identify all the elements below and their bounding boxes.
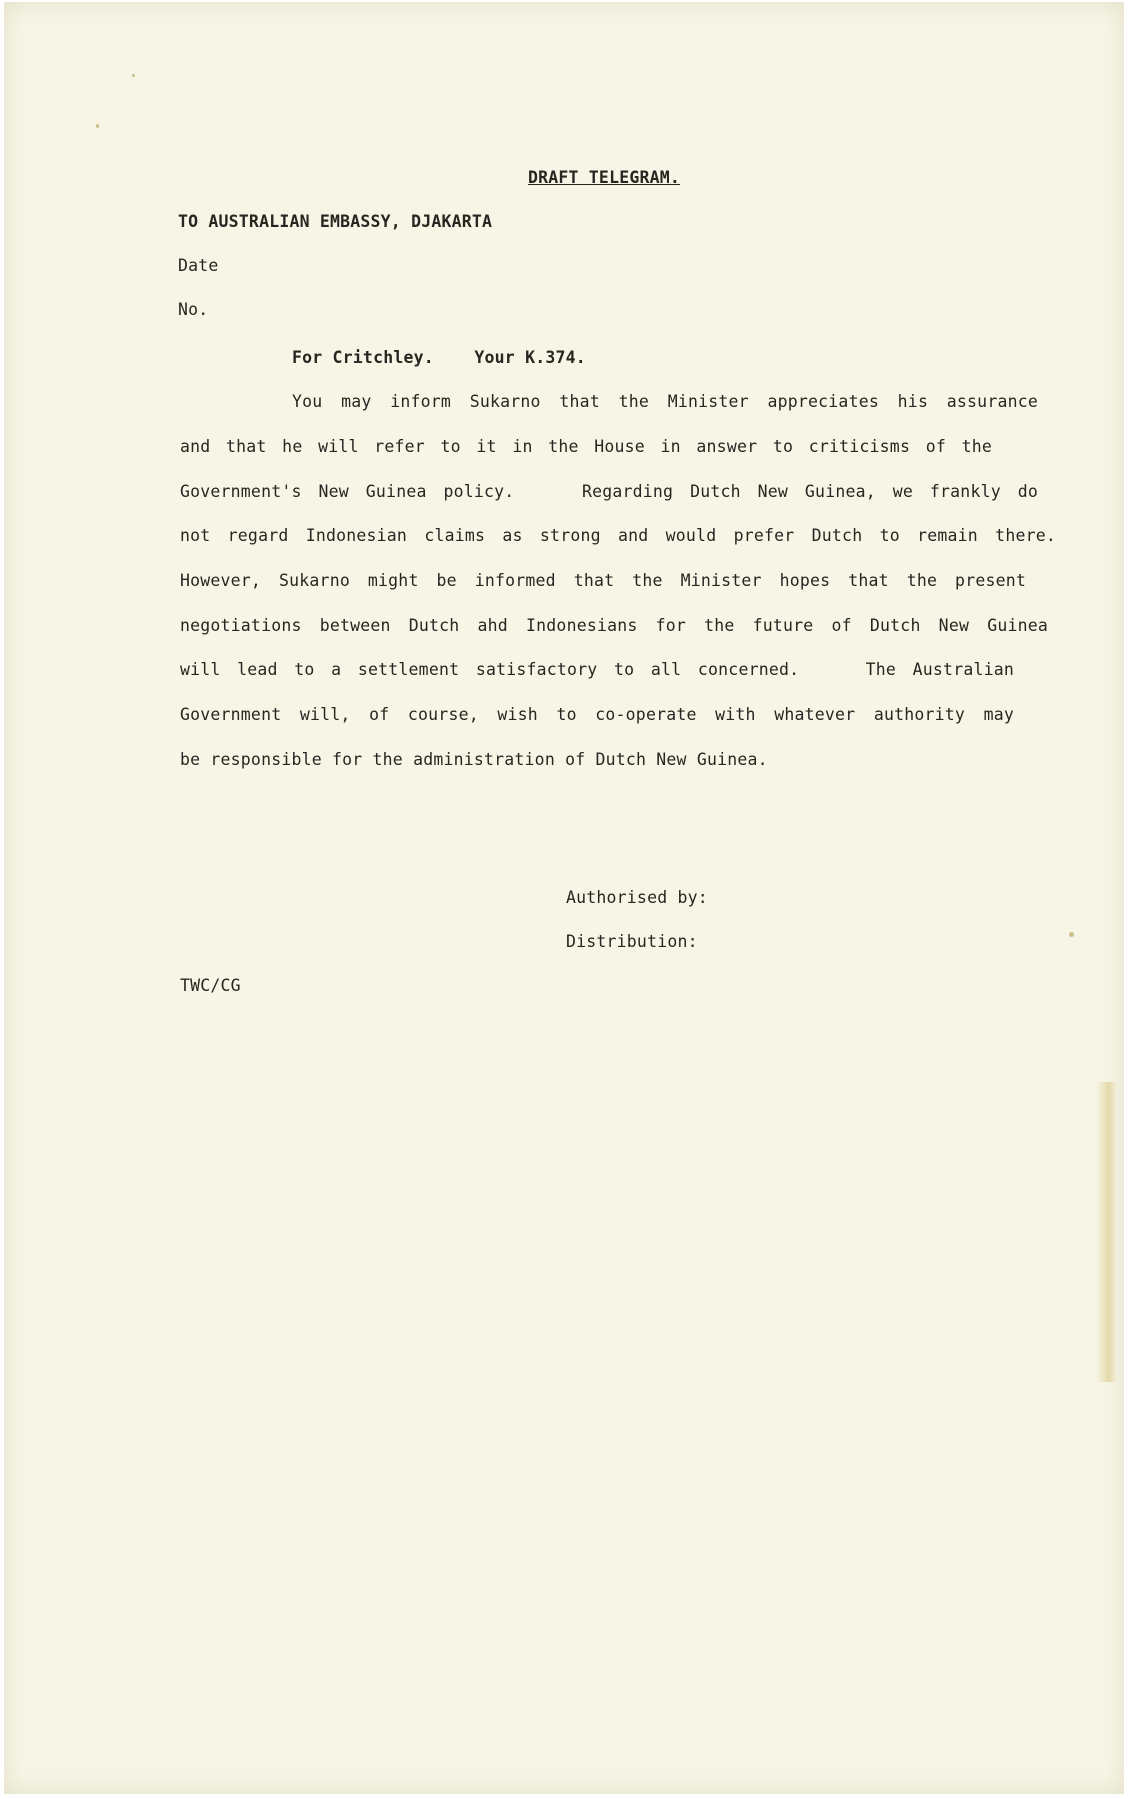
addressee-line: TO AUSTRALIAN EMBASSY, DJAKARTA (178, 212, 493, 231)
paper-sheet (4, 2, 1124, 1794)
body-line: Government's New Guinea policy. Regarding Dutch New Guinea, we frankly do (180, 482, 1038, 501)
paper-speck (132, 74, 135, 77)
number-label: No. (178, 300, 209, 319)
body-last-line: be responsible for the administration of Dutch New Guinea. (180, 750, 768, 769)
salutation-line: For Critchley. Your K.374. (292, 348, 586, 367)
paper-speck (1069, 932, 1074, 937)
body-line: and that he will refer to it in the House in answer to criticisms of the (180, 437, 992, 456)
body-line: negotiations between Dutch ahd Indonesians for the future of Dutch New Guinea (180, 616, 1048, 635)
reference-initials: TWC/CG (180, 976, 241, 995)
paper-fold-shadow (1096, 1082, 1118, 1382)
authorised-by-label: Authorised by: (566, 888, 708, 907)
date-label: Date (178, 256, 219, 275)
body-line: However, Sukarno might be informed that the Minister hopes that the present (180, 571, 1026, 590)
body-line: not regard Indonesian claims as strong and would prefer Dutch to remain there. (180, 526, 1056, 545)
document-title: DRAFT TELEGRAM. (528, 168, 681, 187)
paper-speck (96, 124, 99, 128)
body-first-line: You may inform Sukarno that the Minister appreciates his assurance (292, 392, 1038, 411)
body-line: Government will, of course, wish to co-operate with whatever authority may (180, 705, 1014, 724)
distribution-label: Distribution: (566, 932, 698, 951)
body-line: will lead to a settlement satisfactory to all concerned. The Australian (180, 660, 1014, 679)
